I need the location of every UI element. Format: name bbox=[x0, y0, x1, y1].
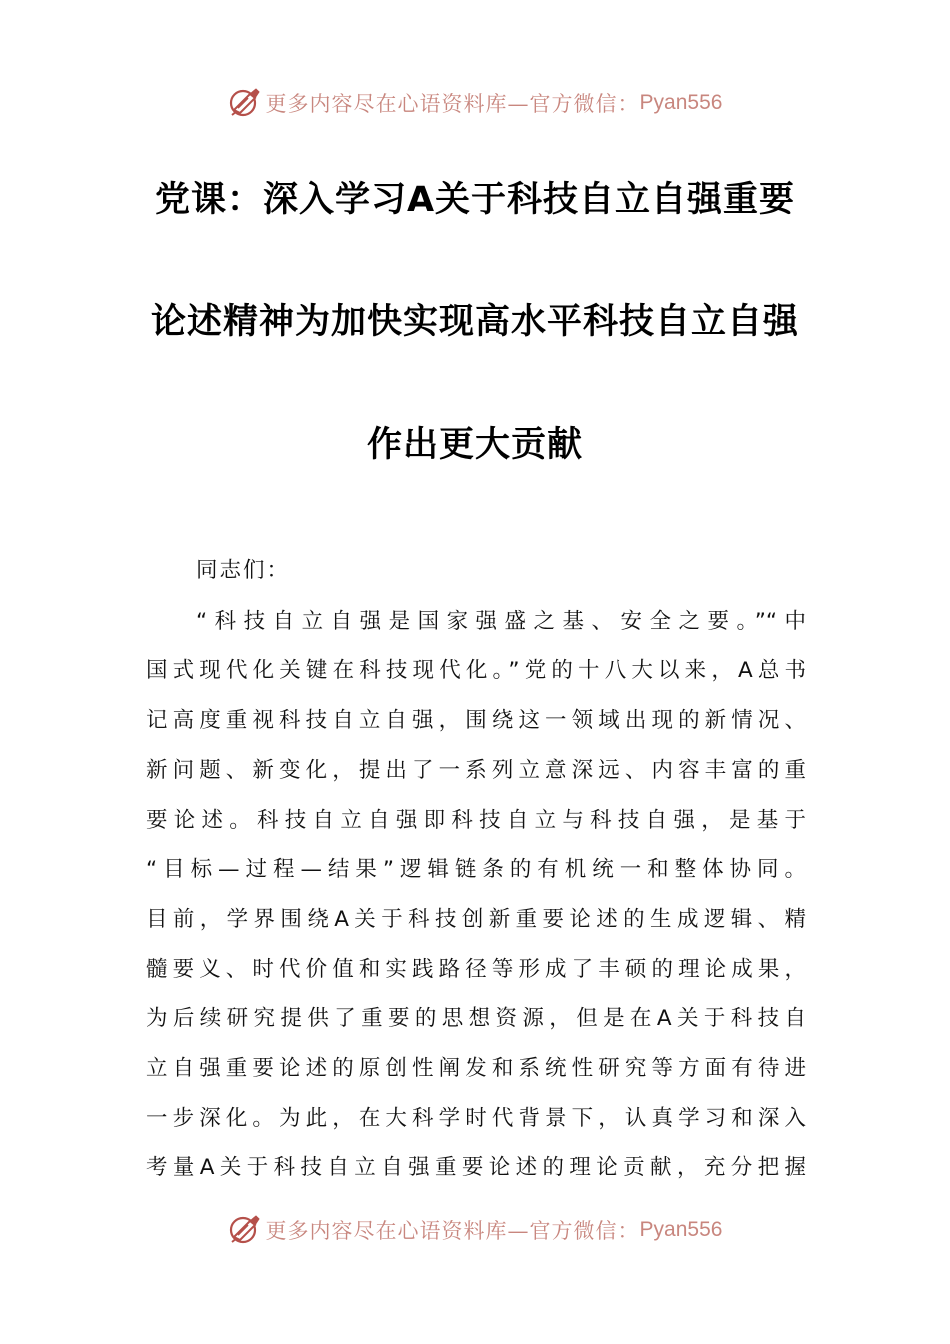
paragraph-line: 要论述。科技自立自强即科技自立与科技自强，是基于 bbox=[146, 808, 806, 833]
footer-wechat-id: Pyan556 bbox=[639, 1218, 723, 1241]
document-title-line-1: 党课：深入学习A关于科技自立自强重要 bbox=[154, 180, 796, 220]
paragraph-line: “科技自立自强是国家强盛之基、安全之要。”“中 bbox=[196, 609, 806, 634]
document-title-line-2: 论述精神为加快实现高水平科技自立自强 bbox=[150, 302, 799, 342]
document-title-line-3: 作出更大贡献 bbox=[366, 425, 583, 465]
footer-watermark-text: 更多内容尽在心语资料库—官方微信： bbox=[265, 1219, 640, 1243]
greeting: 同志们： bbox=[196, 558, 291, 583]
paragraph-line: 记高度重视科技自立自强，围绕这一领域出现的新情况、 bbox=[146, 708, 806, 733]
paragraph-line: 国式现代化关键在科技现代化。”党的十八大以来，A总书 bbox=[146, 658, 806, 683]
paragraph-line: 为后续研究提供了重要的思想资源，但是在A关于科技自 bbox=[146, 1006, 806, 1031]
paragraph-line: 目前，学界围绕A关于科技创新重要论述的生成逻辑、精 bbox=[146, 907, 806, 932]
paragraph-line: 新问题、新变化，提出了一系列立意深远、内容丰富的重 bbox=[146, 758, 806, 783]
header-watermark-banner bbox=[0, 83, 950, 123]
paragraph-line: 考量A关于科技自立自强重要论述的理论贡献，充分把握 bbox=[146, 1155, 806, 1180]
paragraph-line: 立自强重要论述的原创性阐发和系统性研究等方面有待进 bbox=[146, 1056, 806, 1081]
paragraph-line: 一步深化。为此，在大科学时代背景下，认真学习和深入 bbox=[146, 1106, 806, 1131]
pen-nib-logo-icon bbox=[228, 1213, 262, 1247]
paragraph-line: 髓要义、时代价值和实践路径等形成了丰硕的理论成果， bbox=[146, 957, 806, 982]
header-wechat-id: Pyan556 bbox=[639, 91, 723, 114]
paragraph-line: “目标—过程—结果”逻辑链条的有机统一和整体协同。 bbox=[146, 857, 806, 882]
header-watermark-text: 更多内容尽在心语资料库—官方微信： bbox=[265, 92, 640, 116]
footer-watermark-banner bbox=[0, 1210, 950, 1250]
pen-nib-logo-icon bbox=[228, 86, 262, 120]
